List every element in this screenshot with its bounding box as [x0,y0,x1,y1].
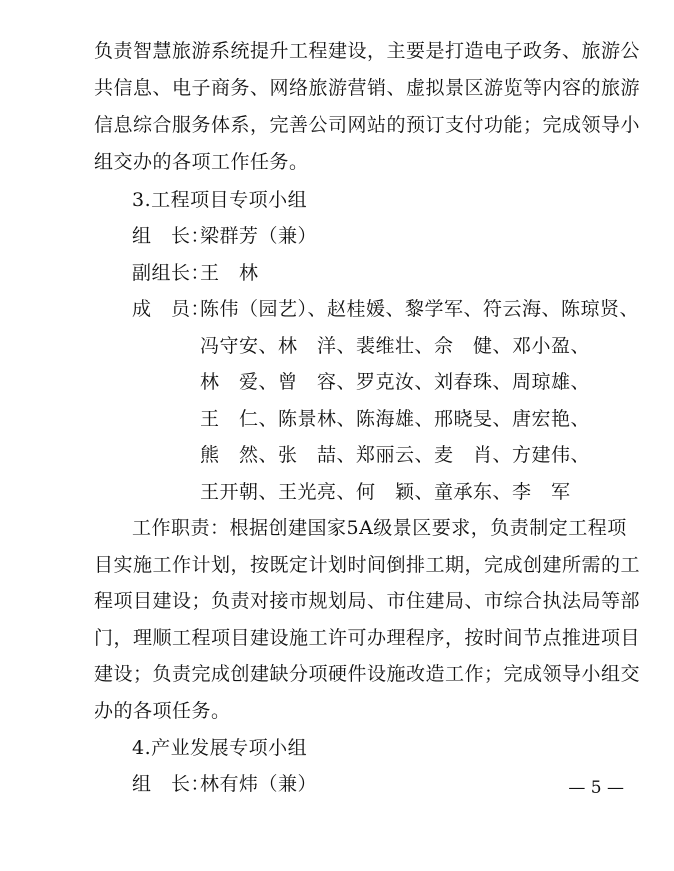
duty-line-4: 门，理顺工程项目建设施工许可办理程序，按时间节点推进项目 [94,627,641,649]
section3-heading: 3.工程项目专项小组 [132,189,308,211]
duty-line-5: 建设；负责完成创建缺分项硬件设施改造工作；完成领导小组交 [94,663,641,685]
section3-leader-value: 梁群芳（兼） [200,225,318,247]
page-number: — 5 — [568,778,624,798]
section3-deputy-label: 副组长： [132,262,211,284]
members-row: 熊 然、张 喆、郑丽云、麦 肖、方建伟、 [200,444,591,466]
section4-leader-label: 组 长： [132,773,211,795]
section3-deputy-value: 王 林 [200,262,259,284]
members-row: 王开朝、王光亮、何 颖、童承东、李 军 [200,481,571,503]
duty-line-2: 目实施工作计划，按既定计划时间倒排工期，完成创建所需的工 [94,554,641,576]
section4-heading: 4.产业发展专项小组 [132,737,308,759]
section4-leader-value: 林有炜（兼） [200,773,318,795]
members-row: 冯守安、林 洋、裴维壮、佘 健、邓小盈、 [200,335,591,357]
members-row: 林 爱、曾 容、罗克汝、刘春珠、周琼雄、 [200,371,591,393]
members-row: 陈伟（园艺）、赵桂媛、黎学军、符云海、陈琼贤、 [200,298,640,320]
duty-line-3: 程项目建设；负责对接市规划局、市住建局、市综合执法局等部 [94,590,641,612]
section3-members-label: 成 员： [132,298,211,320]
para1-line-1: 负责智慧旅游系统提升工程建设，主要是打造电子政务、旅游公 [94,40,641,62]
para1-line-3: 信息综合服务体系，完善公司网站的预订支付功能；完成领导小 [94,114,641,136]
section3-leader-label: 组 长： [132,225,211,247]
para1-line-4: 组交办的各项工作任务。 [94,151,309,173]
para1-line-2: 共信息、电子商务、网络旅游营销、虚拟景区游览等内容的旅游 [94,77,641,99]
duty-line-1: 工作职责：根据创建国家5A级景区要求，负责制定工程项 [132,517,627,539]
duty-line-6: 办的各项任务。 [94,700,231,722]
members-row: 王 仁、陈景林、陈海雄、邢晓旻、唐宏艳、 [200,408,591,430]
